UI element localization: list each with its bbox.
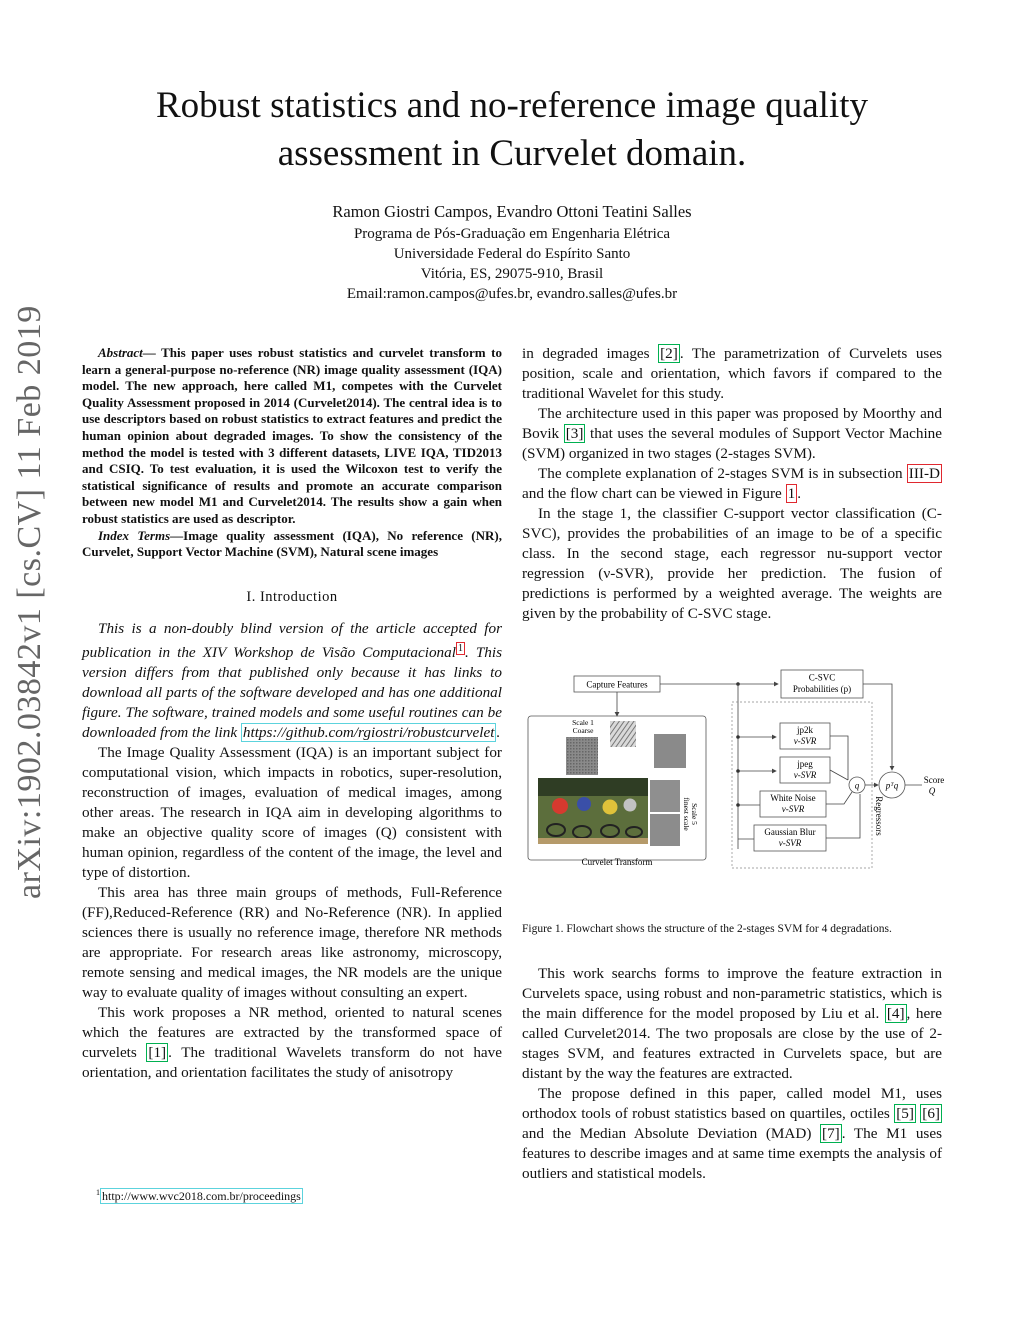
right-paragraph-3: In the stage 1, the classifier C-support vector classification (C-SVC), provides the probabilities of an image to be of a specific class. In the second stage, each regressor nu-support vector regression (ν-SVR), provide her prediction. The fusion of predictions is performed by a weighted average. The weights are given by the probability of C-SVC stage.: [522, 505, 942, 622]
sample-motocross-image: [538, 778, 648, 844]
q-node-label: q: [854, 780, 860, 791]
left-column: [82, 345, 502, 1083]
abstract-label: Abstract: [98, 345, 143, 360]
index-terms-label: Index Terms: [98, 527, 171, 543]
arxiv-stamp: arXiv:1902.03842v1 [cs.CV] 11 Feb 2019: [11, 305, 48, 899]
jp2k-label: jp2k: [796, 725, 814, 735]
score-label: Score: [923, 775, 945, 785]
right-p1-text: The architecture used in this paper was proposed by Moorthy and Bovik: [522, 405, 942, 442]
affiliation-program: Programa de Pós-Graduação em Engenharia Elétrica: [353, 226, 671, 242]
section-heading-introduction: I. Introduction: [246, 588, 338, 605]
right-p0-text: in degraded images: [522, 345, 659, 362]
jp2k-svr-label: ν-SVR: [793, 736, 817, 746]
figure-1: [522, 664, 946, 874]
right-p5-text-3: . The M1 uses features to describe images and at same time exempts the analysis of outliers and statistical models.: [522, 1125, 942, 1182]
citation-3[interactable]: [3]: [565, 425, 584, 442]
right-paragraph-2: [522, 464, 942, 504]
white-noise-svr-label: ν-SVR: [781, 804, 805, 814]
figure-caption: Figure 1. Flowchart shows the structure of the 2-stages SVM for 4 degradations.: [522, 923, 892, 935]
right-paragraph-4: [522, 964, 942, 1084]
scale1-thumbnail: [566, 737, 598, 775]
index-terms-text: —Image quality assessment (IQA), No reference (NR), Curvelet, Support Vector Machine (SVM), Natural scene images: [82, 527, 502, 560]
abstract: [82, 345, 502, 561]
gaussian-blur-svr-label: ν-SVR: [778, 838, 802, 848]
footnote-number: 1: [96, 1188, 100, 1197]
citation-7[interactable]: [7]: [822, 1125, 840, 1142]
version-note: [82, 619, 502, 743]
figure-ref[interactable]: 1: [787, 485, 796, 502]
scale1-label: Scale 1: [572, 718, 594, 727]
citation-1[interactable]: [1]: [148, 1043, 167, 1061]
citation-6[interactable]: [6]: [922, 1105, 940, 1122]
version-note-end: .: [496, 723, 501, 741]
authors: Ramon Giostri Campos, Evandro Ottoni Teatini Salles: [332, 202, 692, 221]
right-paragraph-1: [522, 404, 942, 464]
title-line-1: Robust statistics and no-reference image quality: [155, 85, 869, 126]
ptq-node-label: pᵀq: [885, 780, 899, 791]
jpeg-svr-label: ν-SVR: [793, 770, 817, 780]
right-p1-text-2: that uses the several modules of Support Vector Machine (SVM) organized in two stages (2-stages SVM).: [522, 425, 942, 462]
right-p0-text-2: . The parametrization of Curvelets uses position, scale and orientation, which favors if compared to the traditional Wavelet for this study.: [522, 345, 942, 402]
citation-5[interactable]: [5]: [896, 1105, 914, 1122]
curvelet-coefficient-image-3: [650, 780, 680, 812]
curvelet-coefficient-image: [610, 721, 636, 747]
regressors-label: Regressors: [874, 796, 884, 836]
intro-p3-text: This work proposes a NR method, oriented to natural scenes which the features are extracted by the transformed space of curvelets: [82, 1003, 502, 1061]
flowchart: [522, 664, 946, 874]
white-noise-label: White Noise: [770, 793, 816, 803]
subsection-ref[interactable]: III-D: [908, 465, 940, 482]
scale1-coarse-label: Coarse: [572, 726, 594, 735]
github-link[interactable]: https://github.com/rgiostri/robustcurvelet: [242, 723, 495, 741]
score-q-label: Q: [928, 786, 936, 796]
csvc-probabilities-label: Probabilities (p): [792, 684, 852, 694]
footnote-marker[interactable]: 1: [457, 642, 463, 654]
right-column-bottom: [522, 964, 942, 1184]
affiliation-university: Universidade Federal do Espírito Santo: [393, 246, 631, 262]
jpeg-label: jpeg: [797, 759, 813, 769]
intro-paragraph-3: [82, 1003, 502, 1083]
intro-p3-text-2: . The traditional Wavelets transform do not have orientation, and orientation facilitates the study of anisotropy: [82, 1043, 502, 1081]
right-paragraph-5: [522, 1084, 942, 1184]
curvelet-transform-label: Curvelet Transform: [581, 857, 653, 867]
right-p4-text-2: , here called Curvelet2014. The two proposals are close by the use of 2-stages SVM, and features extracted in Curvelets space, but are distant by the way the features are extracted.: [522, 1005, 942, 1082]
proceedings-link[interactable]: http://www.wvc2018.com.br/proceedings: [102, 1189, 301, 1203]
citation-4[interactable]: [4]: [886, 1005, 905, 1022]
curvelet-coefficient-image-4: [650, 814, 680, 846]
paper-title: [80, 82, 944, 178]
csvc-label: C-SVC: [808, 672, 836, 683]
scale5-finest-label: finest scale: [682, 797, 691, 831]
right-paragraph-0: [522, 344, 942, 404]
right-p2-text-2: and the flow chart can be viewed in Figure: [522, 485, 786, 502]
right-column-top: [522, 344, 942, 624]
footnote: [96, 1186, 496, 1203]
right-p4-text: This work searchs forms to improve the feature extraction in Curvelets space, using robust and non-parametric statistics, which is the main difference for the model proposed by Liu et al.: [522, 965, 942, 1022]
author-block: [80, 200, 944, 304]
email: Email:ramon.campos@ufes.br, evandro.salles@ufes.br: [346, 286, 678, 302]
version-note-text: This is a non-doubly blind version of the article accepted for publication in the XIV Workshop de Visão Computacional: [82, 619, 502, 661]
right-p5-text-2: and the Median Absolute Deviation (MAD): [522, 1125, 821, 1142]
intro-paragraph-2: This area has three main groups of methods, Full-Reference (FF),Reduced-Reference (RR) and No-Reference (NR). In applied sciences there is usually no reference image, therefore NR methods are appropriate. For research areas like astronomy, microscopy, remote sensing and medical images, the NR models are the unique way to evaluate quality of images without consulting an expert.: [82, 883, 502, 1001]
right-p2-end: .: [797, 485, 801, 502]
gaussian-blur-label: Gaussian Blur: [764, 827, 816, 837]
abstract-text: — This paper uses robust statistics and curvelet transform to learn a general-purpose no-reference (NR) image quality assessment (IQA) model. The new approach, here called M1, competes with the Curvelet Quality Assessment proposed in 2014 (Curvelet2014). The central idea is to use descriptors based on robust statistics to extract features and predict the human opinion about degraded images. To show the consistency of the method the model is tested with 3 different datasets, LIVE IQA, TID2013 and CSIQ. To test evaluation, it is used the Wilcoxon test to verify the statistical significance of results and promote an accurate comparison between new model M1 and Curvelet2014. The results show a gain when robust statistics are used as descriptor.: [82, 345, 502, 526]
version-note-text-2: . This version differs from that published only because it has links to download all parts of the software developed and has one additional figure. The software, trained models and some useful routines can be downloaded from the link: [82, 643, 502, 741]
intro-paragraph-1: The Image Quality Assessment (IQA) is an important subject for computational vision, which impacts in robotics, super-resolution, reconstruction of images, evaluation of medical images, among other areas. The research in IQA aim in developing algorithms to make an objective quality score of images (Q) consistent with human opinion, regardless of the content of the image, the level and type of distortion.: [82, 743, 502, 881]
address: Vitória, ES, 29075-910, Brasil: [420, 266, 604, 282]
capture-features-label: Capture Features: [586, 679, 648, 690]
citation-2[interactable]: [2]: [660, 345, 678, 362]
curvelet-coefficient-image-2: [654, 734, 686, 768]
title-line-2: assessment in Curvelet domain.: [277, 133, 747, 174]
right-p5-text: The propose defined in this paper, called model M1, uses orthodox tools of robust statistics based on quartiles, octiles: [522, 1085, 942, 1122]
scale5-label: Scale 5: [690, 803, 699, 825]
right-p2-text: The complete explanation of 2-stages SVM is in subsection: [538, 465, 907, 482]
